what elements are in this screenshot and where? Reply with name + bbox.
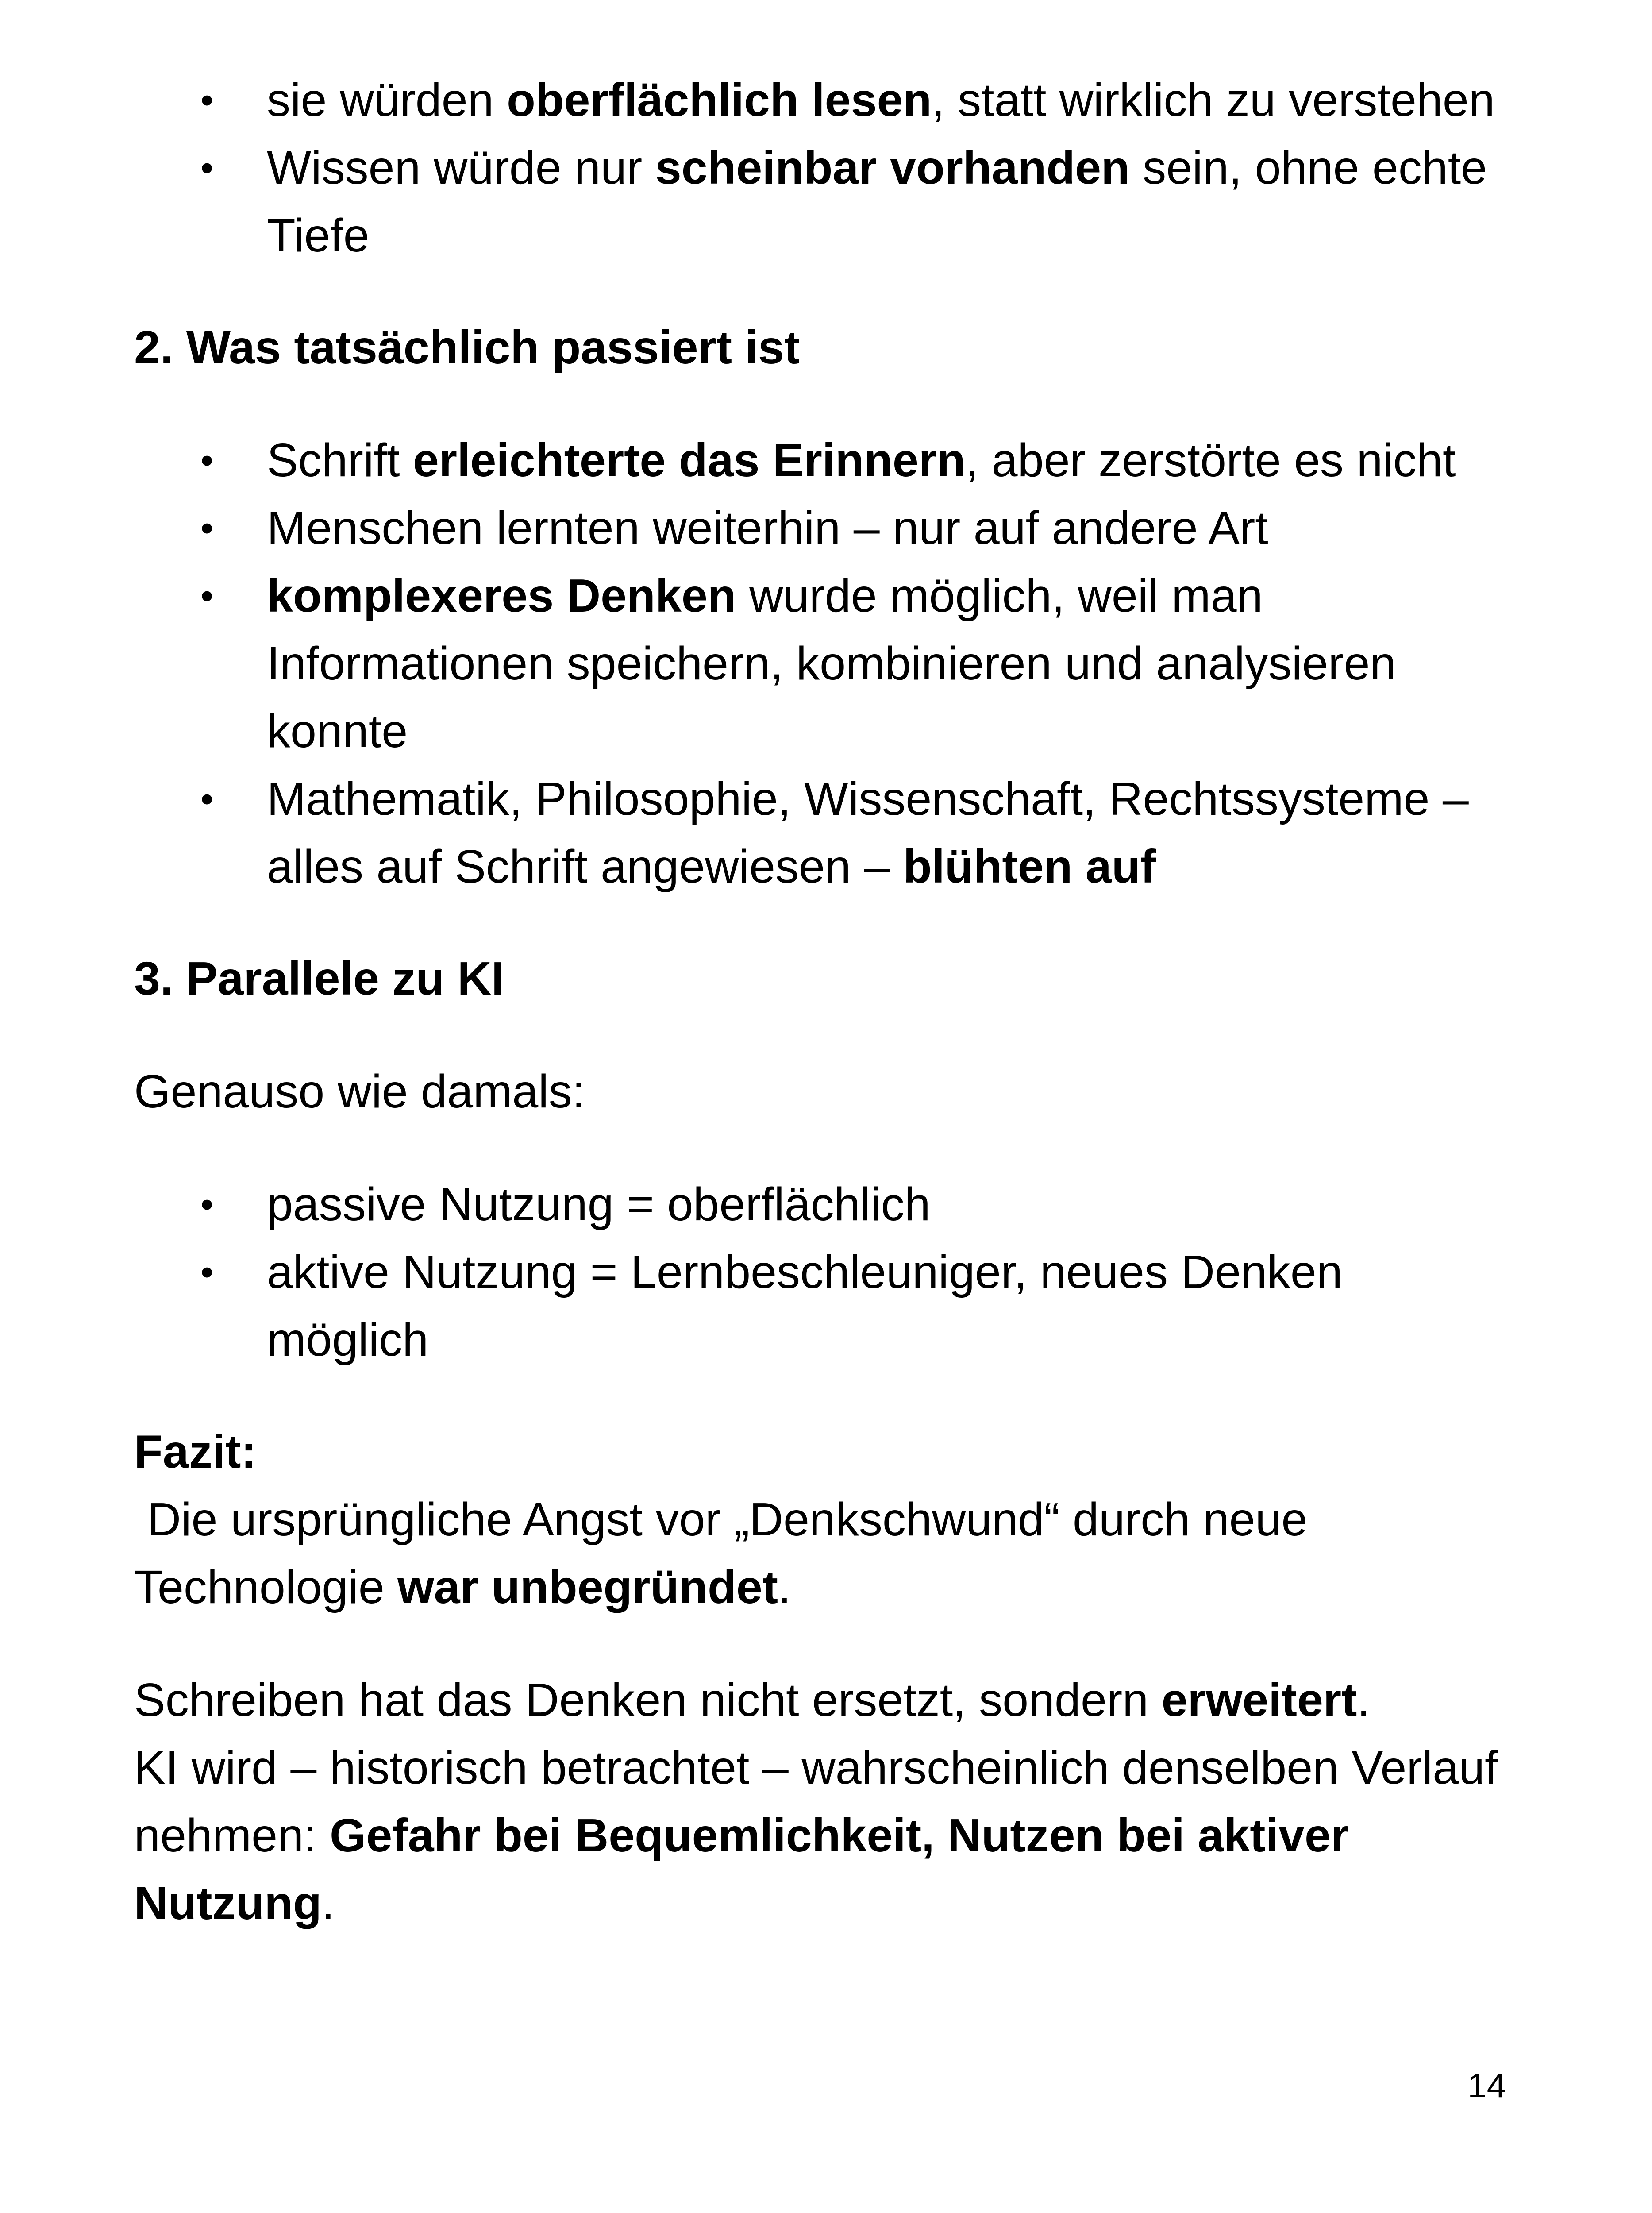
section-intro: Genauso wie damals: [134, 1065, 585, 1118]
item-bold-text: blühten auf [903, 840, 1156, 893]
fazit-heading: Fazit: [134, 1426, 257, 1478]
bullet-icon: • [200, 440, 214, 481]
item-bold-text: erleichterte das Erinnern [412, 434, 966, 486]
outlook-paragraph [134, 1734, 1506, 1937]
list-item [134, 562, 1506, 765]
item-text: , statt wirklich zu verstehen [932, 74, 1495, 126]
list-item [134, 1238, 1506, 1374]
list-item [134, 66, 1506, 134]
bullet-list-3 [134, 1171, 1506, 1374]
bullet-icon: • [200, 778, 214, 820]
paragraph-text: KI wird – historisch betrachtet – wahrscheinlich denselben Verlauf nehmen: [134, 1742, 1498, 1862]
list-item [134, 427, 1506, 494]
item-text: Wissen würde nur [267, 142, 655, 194]
bullet-icon: • [200, 1251, 214, 1293]
paragraph-text: . [321, 1877, 335, 1929]
page-content [134, 66, 1506, 1937]
paragraph-text: Die ursprüngliche Angst vor „Denkschwund“ durch neue Technologie [134, 1493, 1320, 1613]
item-bold-text: komplexeres Denken [267, 570, 736, 622]
bullet-icon: • [200, 147, 214, 189]
item-text: , aber zerstörte es nicht [965, 434, 1456, 486]
item-text: passive Nutzung = oberflächlich [267, 1178, 931, 1230]
item-text: Mathematik, Philosophie, Wissenschaft, Rechtssysteme – alles auf Schrift angewiesen – [267, 773, 1469, 893]
fazit-paragraph [134, 1486, 1506, 1621]
paragraph-text: . [1357, 1674, 1370, 1726]
page-number: 14 [1467, 2066, 1506, 2105]
item-text: wurde möglich, weil man Informationen speichern, kombinieren und analysieren konnte [267, 570, 1396, 757]
list-item [134, 1171, 1506, 1238]
bullet-icon: • [200, 507, 214, 549]
item-bold-text: oberflächlich lesen [507, 74, 932, 126]
item-text: Schrift [267, 434, 413, 486]
list-item [134, 765, 1506, 901]
item-bold-text: scheinbar vorhanden [655, 142, 1130, 194]
item-text: Menschen lernten weiterhin – nur auf andere Art [267, 502, 1268, 554]
bullet-list-2 [134, 427, 1506, 901]
conclusion-paragraph [134, 1666, 1506, 1734]
bullet-icon: • [200, 79, 214, 121]
bullet-list-1 [134, 66, 1506, 270]
list-item [134, 134, 1506, 270]
item-text: sein, ohne echte Tiefe [267, 142, 1487, 262]
paragraph-bold-text: war unbegründet [397, 1561, 778, 1613]
item-text: aktive Nutzung = Lernbeschleuniger, neues Denken möglich [267, 1246, 1343, 1366]
item-text: sie würden [267, 74, 507, 126]
paragraph-bold-text: Gefahr bei Bequemlichkeit, Nutzen bei aktiver Nutzung [134, 1809, 1349, 1929]
paragraph-text: Schreiben hat das Denken nicht ersetzt, sondern [134, 1674, 1162, 1726]
section-heading: 3. Parallele zu KI [134, 952, 504, 1005]
paragraph-text: . [778, 1561, 791, 1613]
list-item [134, 494, 1506, 562]
bullet-icon: • [200, 1184, 214, 1225]
bullet-icon: • [200, 575, 214, 617]
section-heading: 2. Was tatsächlich passiert ist [134, 321, 800, 374]
paragraph-bold-text: erweitert [1161, 1674, 1357, 1726]
